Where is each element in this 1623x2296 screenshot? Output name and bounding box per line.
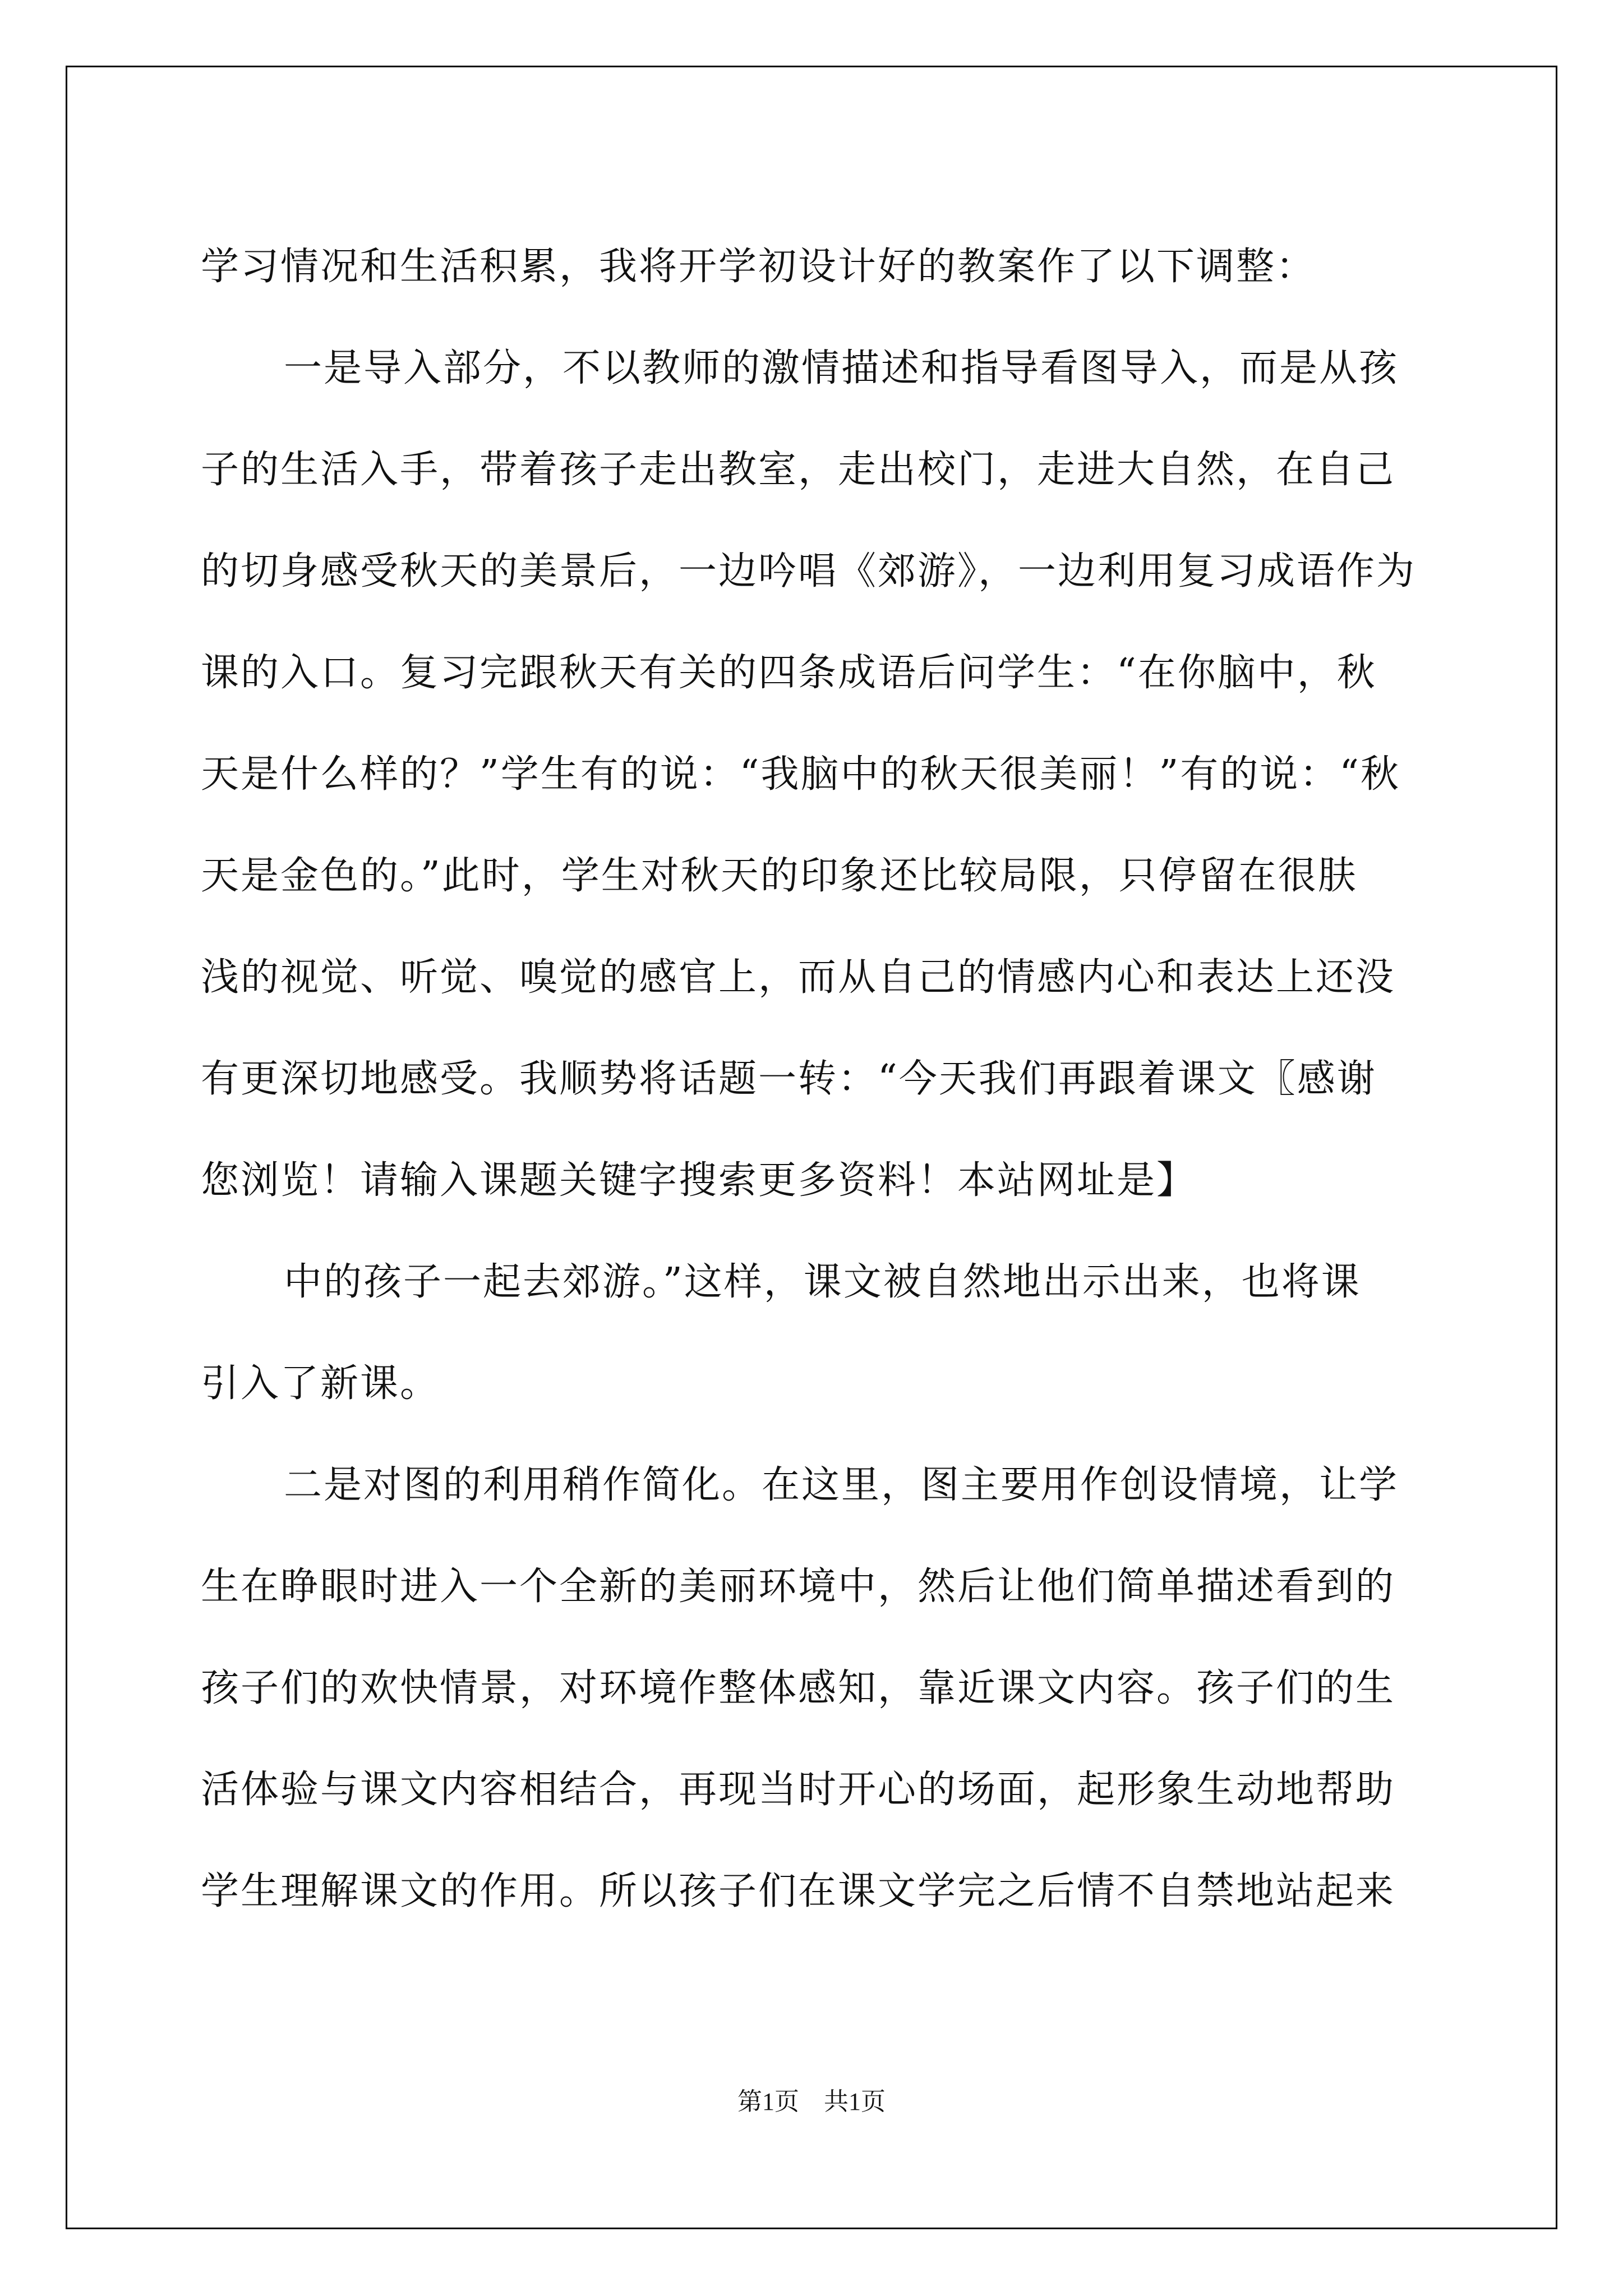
- text-line: 孩子们的欢快情景，对环境作整体感知，靠近课文内容。孩子们的生: [201, 1666, 1396, 1710]
- text-line: 引入了新课。: [201, 1361, 440, 1406]
- text-line: 中的孩子一起去郊游。”这样，课文被自然地出示出来，也将课: [284, 1260, 1361, 1304]
- text-line: 活体验与课文内容相结合，再现当时开心的场面，起形象生动地帮助: [201, 1768, 1396, 1812]
- text-line: 有更深切地感受。我顺势将话题一转：“今天我们再跟着课文〖感谢: [201, 1057, 1377, 1101]
- text-line: 的切身感受秋天的美景后，一边吟唱《郊游》，一边利用复习成语作为: [201, 549, 1417, 593]
- text-line: 浅的视觉、听觉、嗅觉的感官上，而从自己的情感内心和表达上还没: [201, 955, 1396, 1000]
- text-line: 一是导入部分，不以教师的激情描述和指导看图导入，而是从孩: [284, 346, 1399, 390]
- paragraph-3: [201, 1231, 1423, 1434]
- paragraph-4: [201, 1434, 1423, 1942]
- document-body: [201, 216, 1423, 1942]
- text-line: 生在睁眼时进入一个全新的美丽环境中，然后让他们简单描述看到的: [201, 1565, 1396, 1609]
- text-line: 二是对图的利用稍作简化。在这里，图主要用作创设情境，让学: [284, 1463, 1399, 1507]
- text-line: 天是金色的。”此时，学生对秋天的印象还比较局限，只停留在很肤: [201, 854, 1358, 898]
- text-line: 天是什么样的？”学生有的说：“我脑中的秋天很美丽！”有的说：“秋: [201, 752, 1401, 797]
- paragraph-2: [201, 318, 1423, 1231]
- text-line: 学生理解课文的作用。所以孩子们在课文学完之后情不自禁地站起来: [201, 1869, 1396, 1913]
- text-line: 您浏览！请输入课题关键字搜索更多资料！本站网址是】: [201, 1158, 1197, 1203]
- text-line: 学习情况和生活积累，我将开学初设计好的教案作了以下调整：: [201, 245, 1316, 289]
- page-number-footer: 第1页 共1页: [737, 2088, 886, 2115]
- text-line: 课的入口。复习完跟秋天有关的四条成语后问学生：“在你脑中，秋: [201, 651, 1377, 695]
- text-line: 子的生活入手，带着孩子走出教室，走出校门，走进大自然，在自己: [201, 448, 1396, 492]
- paragraph-1: [201, 216, 1423, 318]
